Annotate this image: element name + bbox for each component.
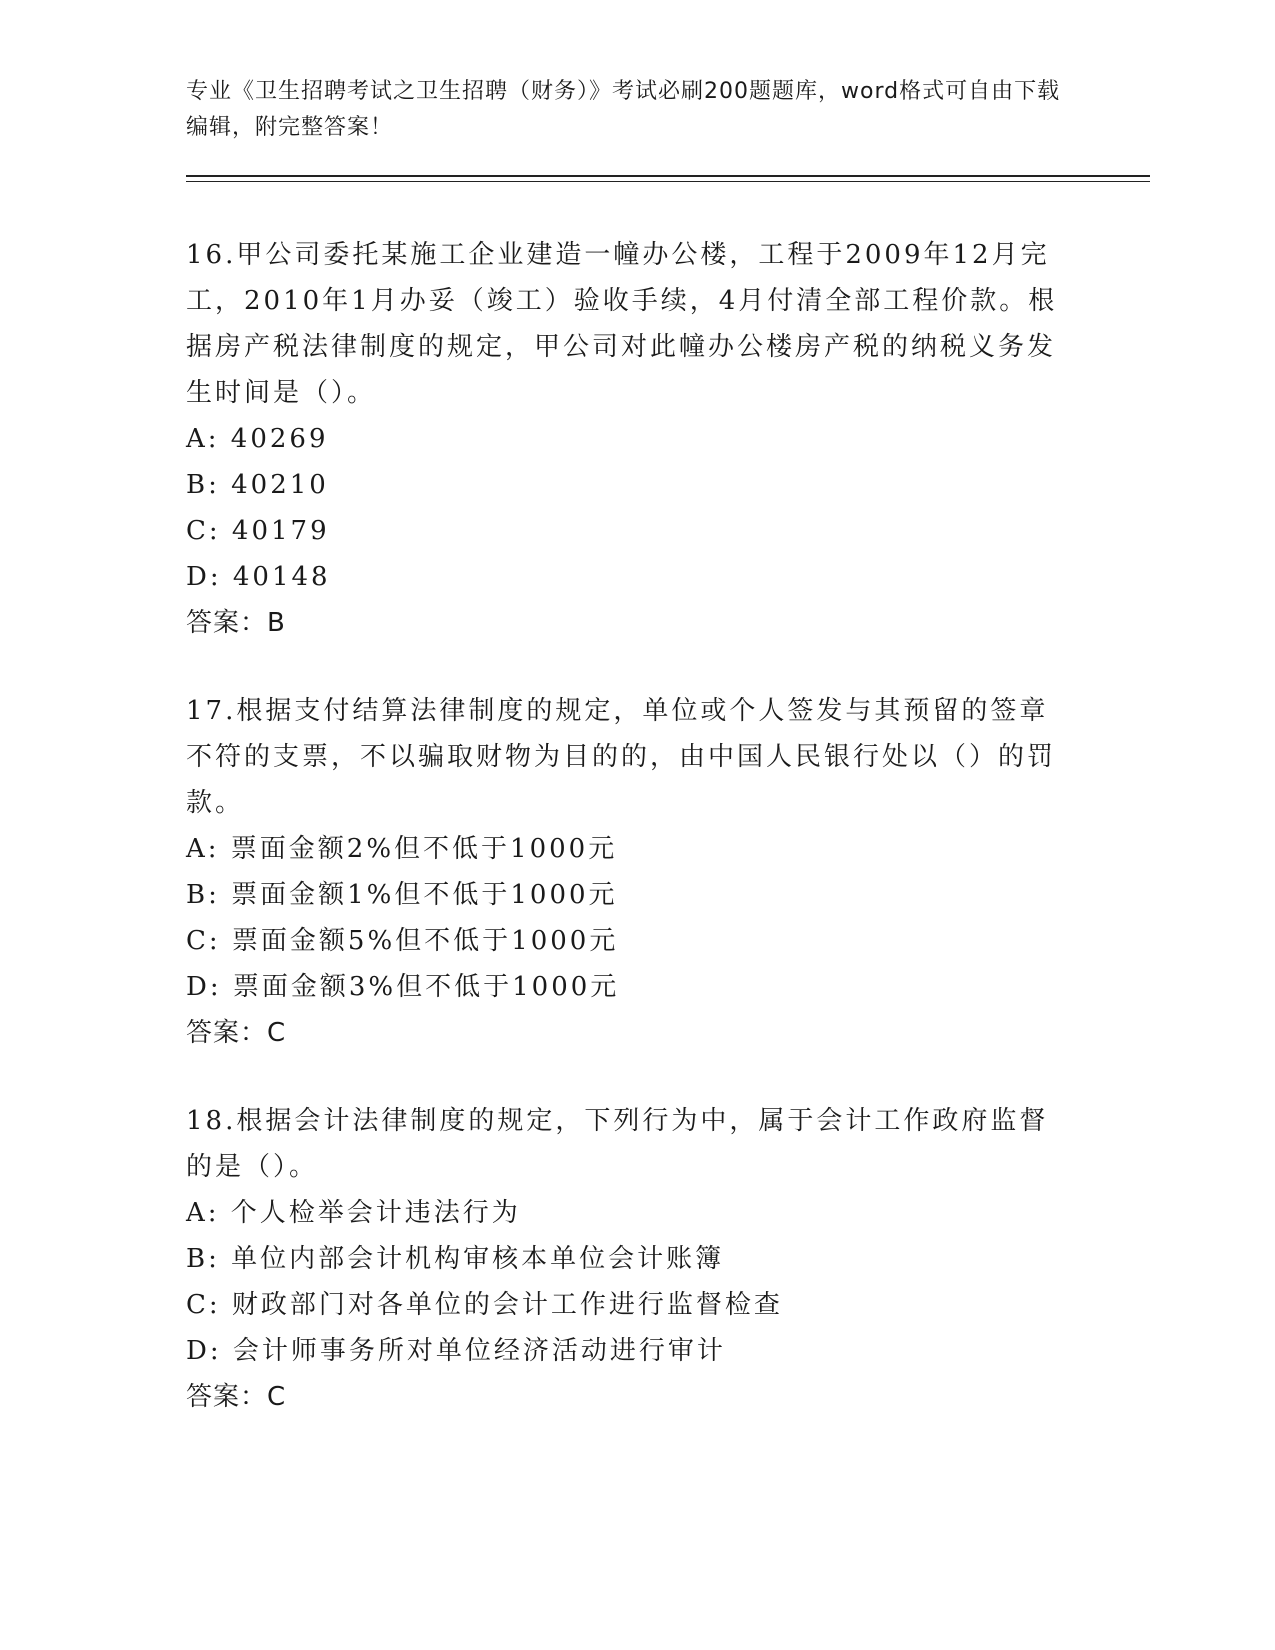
option-c: C: 财政部门对各单位的会计工作进行监督检查 bbox=[186, 1290, 783, 1320]
option-d: D: 会计师事务所对单位经济活动进行审计 bbox=[186, 1336, 726, 1366]
answer-line: 答案：C bbox=[186, 1382, 287, 1412]
option-b: B: 票面金额1%但不低于1000元 bbox=[186, 880, 618, 910]
answer-line: 答案：B bbox=[186, 608, 286, 638]
document-header: 专业《卫生招聘考试之卫生招聘（财务）》考试必刷200题题库，word格式可自由下载编辑，附完整答案！ bbox=[186, 79, 1061, 140]
question-list bbox=[186, 232, 1076, 1462]
option-list bbox=[186, 826, 1076, 1010]
header-divider-thick bbox=[186, 175, 1150, 177]
answer-line: 答案：C bbox=[186, 1018, 287, 1048]
question-text: 16.甲公司委托某施工企业建造一幢办公楼，工程于2009年12月完工，2010年1月办妥（竣工）验收手续，4月付清全部工程价款。根据房产税法律制度的规定，甲公司对此幢办公楼房产税的纳税义务发生时间是（）。 bbox=[186, 240, 1058, 408]
question-text: 18.根据会计法律制度的规定，下列行为中，属于会计工作政府监督的是（）。 bbox=[186, 1106, 1049, 1182]
option-c: C: 票面金额5%但不低于1000元 bbox=[186, 926, 619, 956]
option-a: A: 个人检举会计违法行为 bbox=[186, 1198, 521, 1228]
question-18 bbox=[186, 1098, 1076, 1420]
option-a: A: 40269 bbox=[186, 424, 329, 454]
question-16 bbox=[186, 232, 1076, 646]
option-b: B: 单位内部会计机构审核本单位会计账簿 bbox=[186, 1244, 725, 1274]
option-list bbox=[186, 1190, 1076, 1374]
option-d: D: 40148 bbox=[186, 562, 331, 592]
option-d: D: 票面金额3%但不低于1000元 bbox=[186, 972, 620, 1002]
option-list bbox=[186, 416, 1076, 600]
option-a: A: 票面金额2%但不低于1000元 bbox=[186, 834, 618, 864]
option-c: C: 40179 bbox=[186, 516, 330, 546]
question-17 bbox=[186, 688, 1076, 1056]
header-divider-thin bbox=[186, 181, 1150, 182]
option-b: B: 40210 bbox=[186, 470, 329, 500]
question-text: 17.根据支付结算法律制度的规定，单位或个人签发与其预留的签章不符的支票，不以骗取财物为目的的，由中国人民银行处以（）的罚款。 bbox=[186, 696, 1057, 818]
